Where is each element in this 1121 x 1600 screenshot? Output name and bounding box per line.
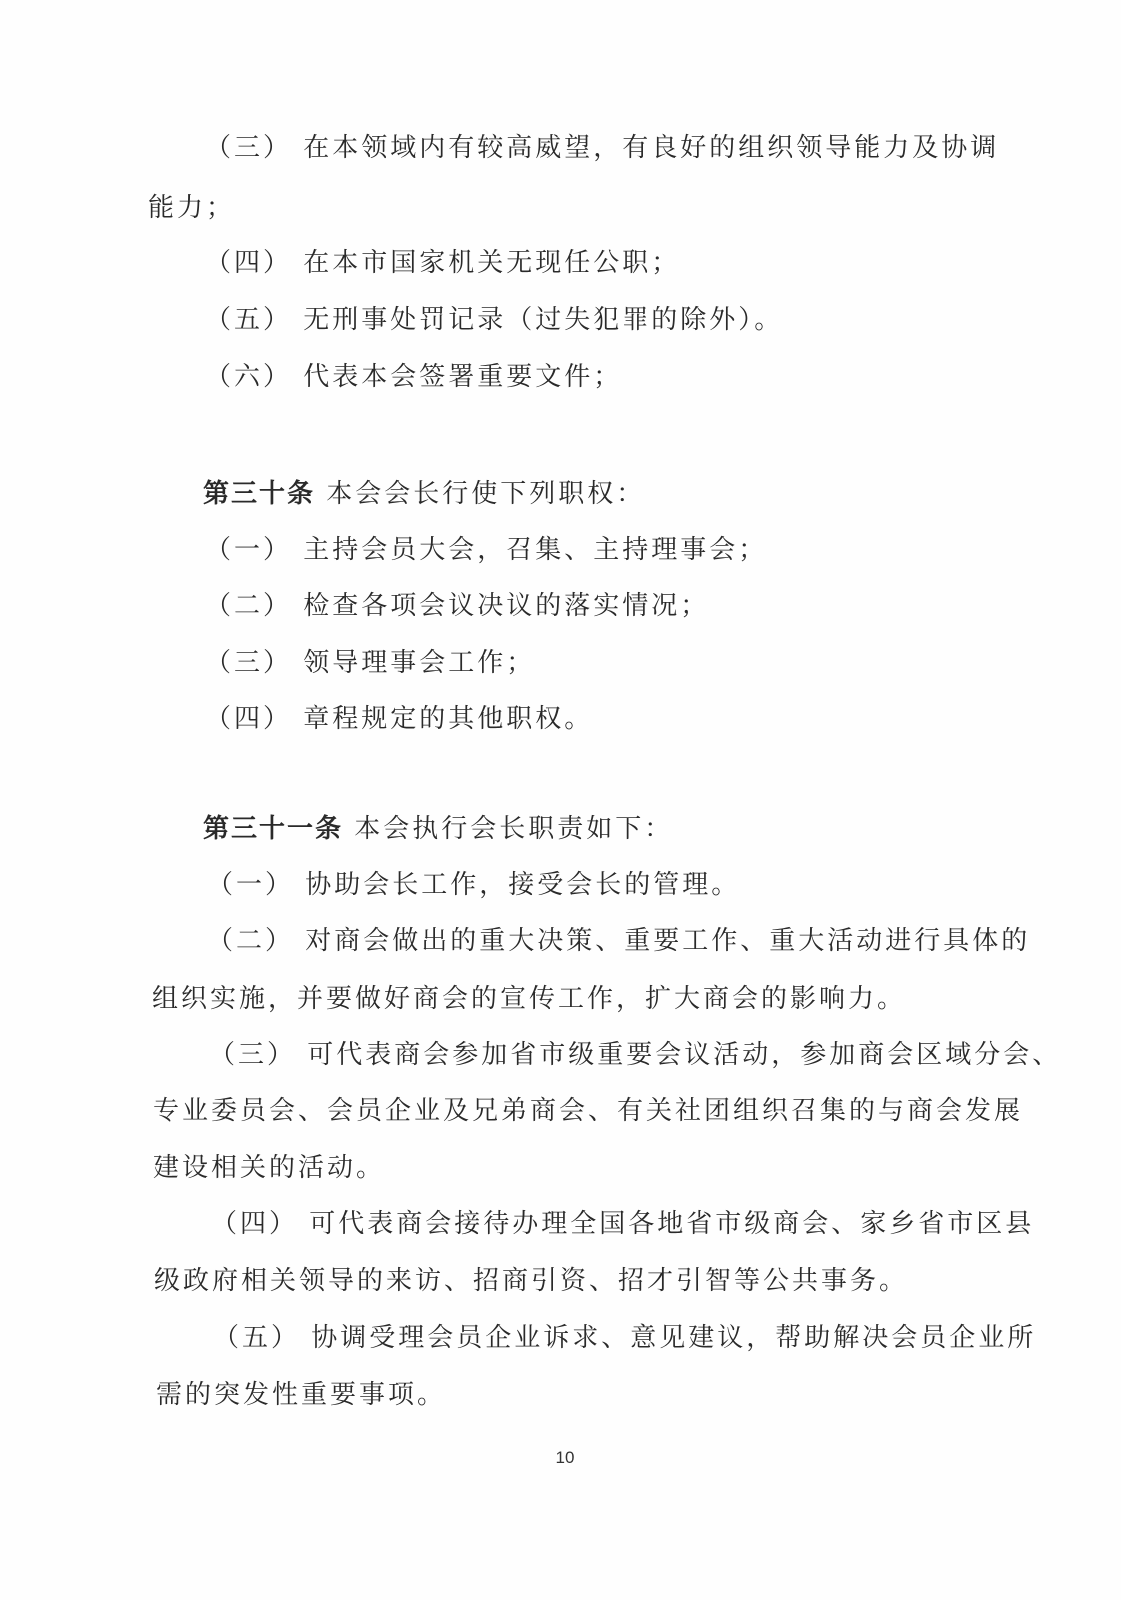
text-line: 能力； xyxy=(148,193,236,223)
text-line: （二） 检查各项会议决议的落实情况； xyxy=(205,591,710,621)
text-line: （六） 代表本会签署重要文件； xyxy=(205,362,623,392)
page-number: 10 xyxy=(555,1448,575,1467)
text-line: （三） 在本领域内有较高威望，有良好的组织领导能力及协调 xyxy=(205,133,1000,163)
text-line: 建设相关的活动。 xyxy=(153,1153,386,1183)
text-line: （四） 在本市国家机关无现任公职； xyxy=(205,248,681,278)
text-line: （二） 对商会做出的重大决策、重要工作、重大活动进行具体的 xyxy=(207,926,1031,956)
text-line: 专业委员会、会员企业及兄弟商会、有关社团组织召集的与商会发展 xyxy=(153,1096,1024,1126)
text-line: （一） 协助会长工作，接受会长的管理。 xyxy=(207,870,741,900)
article-31-title xyxy=(203,812,673,846)
text-line: （三） 可代表商会参加省市级重要会议活动，参加商会区域分会、 xyxy=(209,1040,1062,1070)
text-line: 需的突发性重要事项。 xyxy=(156,1380,447,1410)
text-line: （一） 主持会员大会，召集、主持理事会； xyxy=(205,535,768,565)
text-line: 级政府相关领导的来访、招商引资、招才引智等公共事务。 xyxy=(154,1266,909,1296)
article-30-intro: 本会会长行使下列职权： xyxy=(326,479,646,509)
text-line: （四） 可代表商会接待办理全国各地省市级商会、家乡省市区县 xyxy=(211,1209,1035,1239)
article-31-heading: 第三十一条 xyxy=(203,814,344,844)
article-30-title xyxy=(203,477,645,511)
text-line: 组织实施，并要做好商会的宣传工作，扩大商会的影响力。 xyxy=(152,984,907,1014)
text-line: （五） 协调受理会员企业诉求、意见建议，帮助解决会员企业所 xyxy=(213,1323,1037,1353)
article-31-intro: 本会执行会长职责如下： xyxy=(354,814,674,844)
text-line: （五） 无刑事处罚记录（过失犯罪的除外）。 xyxy=(205,305,784,335)
text-line: （三） 领导理事会工作； xyxy=(205,648,536,678)
article-30-heading: 第三十条 xyxy=(203,479,316,509)
text-line: （四） 章程规定的其他职权。 xyxy=(205,704,594,734)
